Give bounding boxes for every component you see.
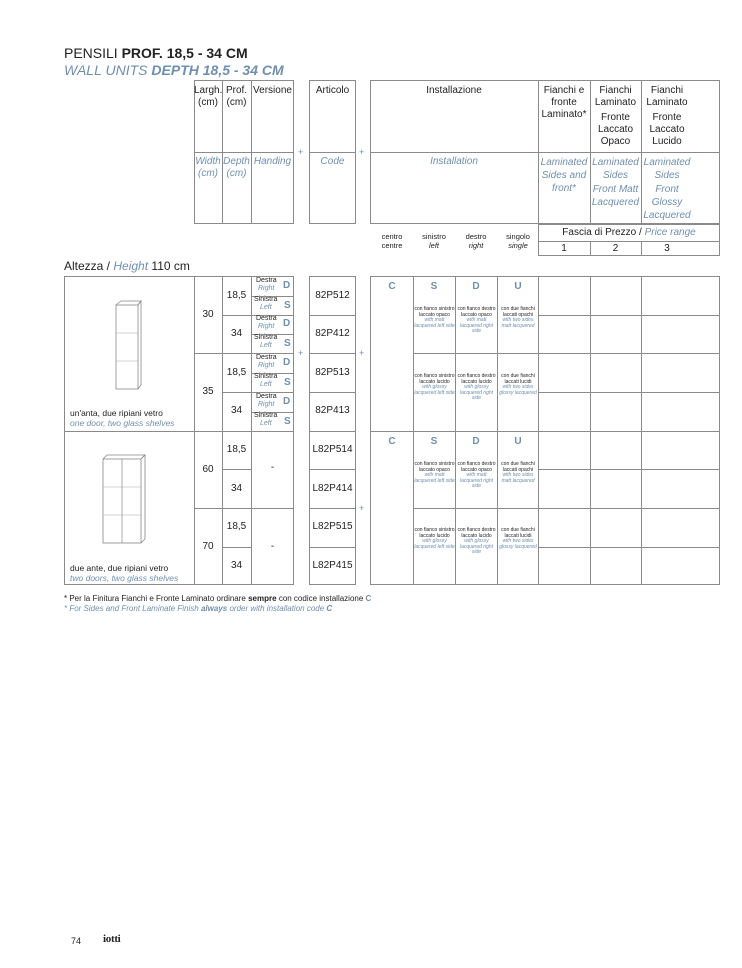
plus-sign: +	[359, 503, 365, 513]
header-finish2-en-a: Laminated Sides	[592, 157, 639, 181]
install-code-S: S	[430, 436, 438, 447]
plus-sign: +	[359, 147, 365, 157]
footnote-it: * Per la Finitura Fianchi e Fronte Laminato ordinare sempre con codice installazione C	[64, 594, 372, 603]
handing-right: Destra Right D	[256, 393, 291, 408]
g1-note-left-glossy: con fianco sinistro laccato lucido with glossy lacquered left side	[414, 373, 455, 396]
header-finish3-en-a: Laminated Sides	[643, 157, 691, 181]
plus-sign: +	[298, 348, 304, 358]
header-finish3-en-b: Front Glossy Lacquered	[643, 184, 691, 221]
footnote-en: * For Sides and Front Laminate Finish always order with installation code C	[64, 604, 333, 613]
code-L82P415: L82P415	[312, 560, 353, 571]
code-L82P515: L82P515	[312, 521, 353, 532]
code-82P512: 82P512	[315, 290, 350, 301]
g2-depth: 34	[230, 560, 243, 571]
g2-depth: 18,5	[226, 444, 247, 455]
title-en-b: DEPTH 18,5 - 34 CM	[151, 62, 284, 78]
code-L82P514: L82P514	[312, 444, 353, 455]
handing-left: Sinistra Left S	[254, 296, 291, 311]
g1-width-30: 30	[202, 309, 214, 320]
header-versione: Versione	[253, 85, 292, 96]
g2-versione: -	[270, 541, 275, 552]
g1-depth: 34	[230, 405, 243, 416]
g2-width-60: 60	[202, 464, 214, 475]
page-title	[64, 45, 248, 61]
page-subtitle	[64, 62, 284, 78]
header-finish1-en: Laminated Sides and front*	[540, 157, 588, 194]
g2-depth: 34	[230, 483, 243, 494]
handing-left: Sinistra Left S	[254, 373, 291, 388]
g2-versione: -	[270, 462, 275, 473]
g2-note-two-glossy: con due fianchi laccati lucidi with two sides glossy lacquered	[499, 527, 537, 550]
header-handing: Handing	[253, 156, 292, 167]
title-en-a: WALL UNITS	[64, 62, 148, 78]
install-code-D: D	[472, 436, 480, 447]
g1-note-left-matt: con fianco sinistro laccato opaco with matt lacquered left side	[414, 306, 455, 329]
double-door-cabinet-drawing	[100, 454, 146, 546]
g1-note-right-glossy: con fianco destro laccato lucido with glossy lacquered right side	[457, 373, 496, 402]
handing-left: Sinistra Left S	[254, 334, 291, 349]
header-code: Code	[320, 156, 345, 167]
g2-note-left-matt: con fianco sinistro laccato opaco with matt lacquered left side	[414, 461, 455, 484]
inst-col-centre: centro centre	[381, 232, 403, 250]
header-finish3-it-b: Fronte Laccato Lucido	[649, 112, 685, 147]
g1-depth: 18,5	[226, 290, 247, 301]
header-finish1-it: Fianchi e fronte Laminato*	[541, 85, 587, 120]
g1-description: un'anta, due ripiani vetro one door, two glass shelves	[70, 408, 175, 428]
g2-depth: 18,5	[226, 521, 247, 532]
code-82P513: 82P513	[315, 367, 350, 378]
install-code-D: D	[472, 281, 480, 292]
g1-depth: 34	[230, 328, 243, 339]
g2-note-right-glossy: con fianco destro laccato lucido with glossy lacquered right side	[457, 527, 496, 556]
handing-right: Destra Right D	[256, 354, 291, 369]
price-3: 3	[664, 243, 670, 254]
header-depth: Depth (cm)	[223, 156, 250, 179]
install-code-C: C	[388, 281, 396, 292]
code-L82P414: L82P414	[312, 483, 353, 494]
header-finish2-it-b: Fronte Laccato Opaco	[597, 112, 634, 147]
header-articolo: Articolo	[315, 85, 350, 96]
header-installation: Installation	[430, 156, 478, 167]
handing-right: Destra Right D	[256, 277, 291, 292]
inst-col-left: sinistro left	[422, 232, 446, 250]
g2-width-70: 70	[202, 541, 214, 552]
price-2: 2	[612, 243, 619, 254]
inst-col-right: destro right	[465, 232, 487, 250]
brand-logo: iotti	[103, 933, 121, 945]
g1-note-two-glossy: con due fianchi laccati lucidi with two sides glossy lacquered	[499, 373, 537, 396]
single-door-cabinet-drawing	[112, 300, 142, 392]
g1-note-right-matt: con fianco destro laccato opaco with matt lacquered right side	[457, 306, 496, 335]
handing-left: Sinistra Left S	[254, 412, 291, 427]
header-largh: Largh. (cm)	[194, 85, 223, 108]
g2-note-right-matt: con fianco destro laccato opaco with matt lacquered right side	[457, 461, 496, 490]
header-prof: Prof. (cm)	[225, 85, 248, 108]
g1-width-35: 35	[202, 386, 214, 397]
price-range-label: Fascia di Prezzo / Price range	[562, 227, 696, 238]
title-it-a: PENSILI	[64, 45, 118, 61]
install-code-S: S	[430, 281, 438, 292]
install-code-U: U	[514, 281, 522, 292]
page-number: 74	[71, 936, 82, 946]
header-installazione: Installazione	[426, 85, 482, 96]
header-width: Width (cm)	[195, 156, 221, 179]
g1-note-two-matt: con due fianchi laccati opachi with two sides matt lacquered	[501, 306, 535, 329]
install-code-C: C	[388, 436, 396, 447]
g1-depth: 18,5	[226, 367, 247, 378]
g2-note-two-matt: con due fianchi laccati opachi with two sides matt lacquered	[501, 461, 535, 484]
plus-sign: +	[359, 348, 365, 358]
inst-col-single: singolo single	[506, 232, 530, 250]
header-finish2-en-b: Front Matt Lacquered	[591, 184, 640, 208]
g2-note-left-glossy: con fianco sinistro laccato lucido with glossy lacquered left side	[414, 527, 455, 550]
plus-sign: +	[298, 147, 304, 157]
install-code-U: U	[514, 436, 522, 447]
header-finish2-it-a: Fianchi Laminato	[594, 85, 637, 108]
handing-right: Destra Right D	[256, 315, 291, 330]
g2-description: due ante, due ripiani vetro two doors, two glass shelves	[70, 563, 179, 583]
title-it-b: PROF. 18,5 - 34 CM	[121, 45, 248, 61]
code-82P413: 82P413	[315, 405, 350, 416]
height-label: Altezza / Height 110 cm	[64, 259, 190, 273]
price-1: 1	[561, 243, 567, 254]
header-finish3-it-a: Fianchi Laminato	[646, 85, 688, 108]
code-82P412: 82P412	[315, 328, 350, 339]
